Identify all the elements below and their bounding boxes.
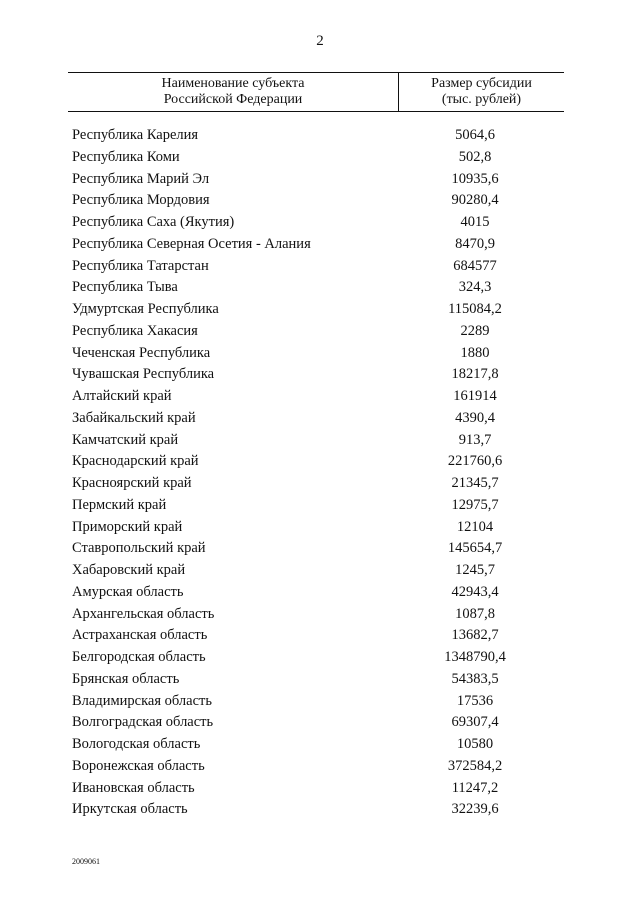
subsidy-amount: 145654,7: [447, 540, 503, 557]
table-row: [0, 147, 640, 169]
region-name: Чеченская Республика: [72, 344, 211, 361]
region-name: Красноярский край: [72, 475, 192, 491]
subsidy-amount: 913,7: [458, 431, 492, 448]
table-row: [0, 778, 640, 800]
subsidy-amount: 10935,6: [451, 170, 499, 187]
region-name: Хабаровский край: [72, 562, 186, 578]
region-name: Волгоградская область: [72, 714, 214, 731]
region-name: Брянская область: [72, 670, 180, 687]
subsidy-amount: 32239,6: [451, 801, 499, 818]
column-header-name-line2: Российской Федерации: [163, 92, 303, 107]
table-row: [0, 517, 640, 539]
subsidy-amount: 11247,2: [451, 779, 499, 796]
table-row: [0, 560, 640, 582]
table-row: [0, 212, 640, 234]
subsidy-amount: 69307,4: [451, 714, 499, 731]
table-row: [0, 712, 640, 734]
table-row: [0, 125, 640, 147]
table-row: [0, 495, 640, 517]
table-row: [0, 799, 640, 821]
subsidy-amount: 54383,5: [451, 670, 499, 687]
region-name: Иркутская область: [72, 801, 188, 818]
table-row: [0, 625, 640, 647]
region-name: Алтайский край: [72, 388, 172, 404]
subsidy-amount: 324,3: [458, 279, 492, 296]
region-name: Ставропольский край: [72, 540, 206, 557]
column-header-amount-line1: Размер субсидии: [431, 76, 532, 91]
region-name: Республика Марий Эл: [72, 170, 210, 187]
region-name: Чувашская Республика: [72, 366, 215, 383]
table-row: [0, 256, 640, 278]
table-row: [0, 451, 640, 473]
region-name: Республика Карелия: [72, 127, 199, 143]
region-name: Астраханская область: [72, 627, 208, 644]
region-name: Республика Северная Осетия - Алания: [72, 235, 311, 252]
subsidy-amount: 13682,7: [451, 627, 499, 644]
subsidy-amount: 4015: [460, 214, 490, 230]
subsidy-amount: 161914: [453, 388, 497, 404]
region-name: Вологодская область: [72, 736, 201, 752]
region-name: Республика Мордовия: [72, 192, 210, 209]
table-header: [68, 72, 564, 112]
subsidy-amount: 42943,4: [451, 583, 499, 600]
region-name: Краснодарский край: [72, 453, 199, 470]
region-name: Ивановская область: [72, 779, 195, 796]
region-name: Удмуртская Республика: [72, 301, 219, 317]
subsidy-amount: 5064,6: [455, 127, 495, 143]
region-name: Республика Татарстан: [72, 257, 209, 274]
table-row: [0, 734, 640, 756]
subsidy-amount: 1087,8: [455, 605, 495, 622]
table-row: [0, 756, 640, 778]
subsidy-amount: 17536: [456, 692, 494, 709]
subsidy-amount: 372584,2: [447, 757, 503, 774]
region-name: Белгородская область: [72, 649, 206, 665]
column-header-name-line1: Наименование субъекта: [161, 76, 305, 91]
subsidy-amount: 21345,7: [451, 475, 499, 491]
region-name: Камчатский край: [72, 431, 179, 448]
subsidy-amount: 12975,7: [451, 496, 499, 513]
region-name: Республика Тыва: [72, 279, 178, 296]
column-header-amount: [399, 76, 564, 108]
table-row: [0, 538, 640, 560]
column-header-name: [68, 76, 398, 108]
subsidy-amount: 1348790,4: [444, 649, 506, 665]
table-row: [0, 234, 640, 256]
subsidy-amount: 1880: [460, 344, 490, 361]
subsidy-amount: 2289: [460, 322, 490, 339]
subsidy-amount: 502,8: [458, 148, 492, 165]
table-row: [0, 321, 640, 343]
document-code: 2009061: [72, 857, 100, 866]
subsidy-amount: 18217,8: [451, 366, 499, 383]
table-row: [0, 604, 640, 626]
table-row: [0, 691, 640, 713]
table-row: [0, 364, 640, 386]
region-name: Архангельская область: [72, 605, 215, 622]
region-name: Приморский край: [72, 518, 183, 535]
region-name: Республика Хакасия: [72, 322, 198, 339]
table-row: [0, 408, 640, 430]
region-name: Забайкальский край: [72, 409, 196, 426]
page-number: 2: [316, 33, 324, 49]
subsidy-amount: 684577: [453, 257, 497, 274]
region-name: Воронежская область: [72, 757, 205, 774]
subsidy-amount: 12104: [456, 518, 494, 535]
subsidy-amount: 10580: [456, 736, 494, 752]
table-row: [0, 190, 640, 212]
subsidy-amount: 4390,4: [455, 409, 495, 426]
table-row: [0, 386, 640, 408]
region-name: Республика Коми: [72, 148, 180, 165]
table-row: [0, 277, 640, 299]
column-header-amount-line2: (тыс. рублей): [441, 92, 522, 107]
table-row: [0, 647, 640, 669]
table-row: [0, 343, 640, 365]
table-body: [0, 125, 640, 821]
subsidy-amount: 115084,2: [448, 301, 502, 317]
subsidy-amount: 1245,7: [455, 562, 495, 578]
table-row: [0, 299, 640, 321]
table-row: [0, 582, 640, 604]
region-name: Пермский край: [72, 496, 167, 513]
table-row: [0, 430, 640, 452]
table-row: [0, 473, 640, 495]
subsidy-amount: 90280,4: [451, 192, 499, 209]
table-row: [0, 169, 640, 191]
region-name: Амурская область: [72, 583, 184, 600]
subsidy-amount: 8470,9: [455, 235, 495, 252]
region-name: Республика Саха (Якутия): [72, 214, 235, 230]
region-name: Владимирская область: [72, 692, 212, 709]
table-row: [0, 669, 640, 691]
subsidy-amount: 221760,6: [447, 453, 503, 470]
